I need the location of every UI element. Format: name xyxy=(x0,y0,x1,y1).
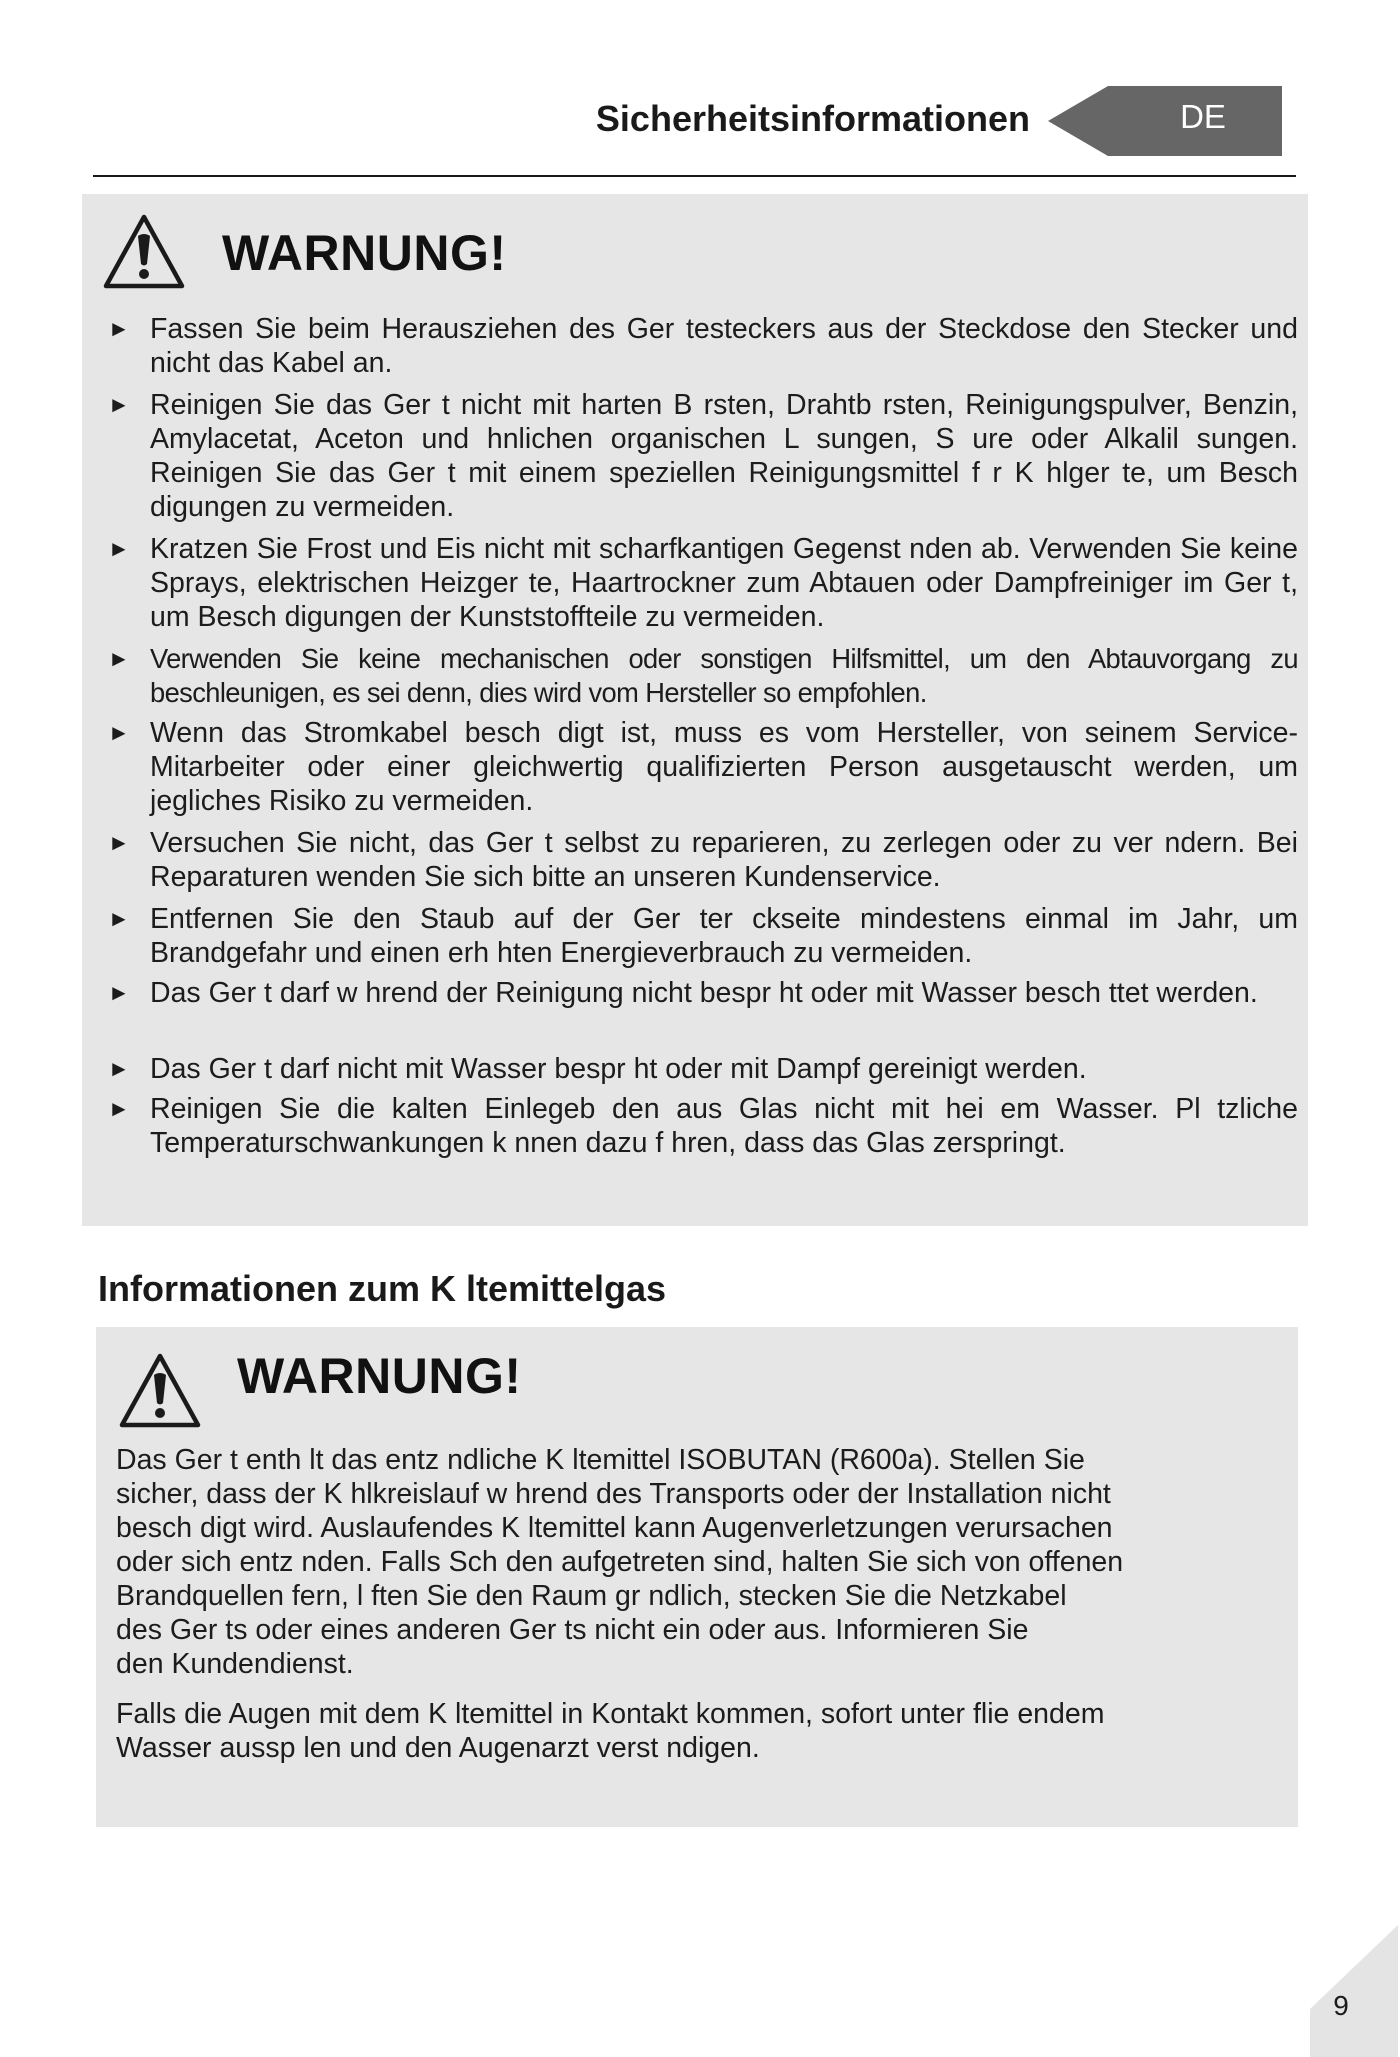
bullet-arrow-icon: ► xyxy=(108,720,130,745)
bullet-arrow-icon: ► xyxy=(108,1056,130,1081)
bullet-arrow-icon: ► xyxy=(108,906,130,931)
list-item: ► Das Ger t darf nicht mit Wasser bespr ht oder mit Dampf gereinigt werden. xyxy=(108,1053,1087,1085)
language-tab-label: DE xyxy=(1180,98,1226,135)
warning-title: WARNUNG! xyxy=(222,225,507,281)
refrigerant-warning-paragraph: Das Ger t enth lt das entz ndliche K ltemittel ISOBUTAN (R600a). Stellen Sie sicher, dass der K hlkreislauf w hrend des Transports oder der Installation nicht besch digt wird. Auslaufendes K ltemittel kann Augenverletzungen verursachen oder sich entz nden. Falls Sch den aufgetreten sind, halten Sie sich von offenen Brandquellen fern, l ften Sie den Raum gr ndlich, stecken Sie die Netzkabel des Ger ts oder eines anderen Ger ts nicht ein oder aus. Informieren Sie den Kundendienst. xyxy=(116,1444,1124,1680)
list-item: ► Reinigen Sie das Ger t nicht mit harten B rsten, Drahtb rsten, Reinigungspulver, Benzin, Amylacetat, Aceton und hnlichen organischen L sungen, S ure oder Alkalil sungen. Reinigen Sie das Ger t mit einem speziellen Reinigungsmittel f r K hlger te, um Besch digungen zu vermeiden. xyxy=(108,389,1298,523)
page-number: 9 xyxy=(1333,1990,1349,2021)
warning-title: WARNUNG! xyxy=(237,1348,522,1404)
bullet-arrow-icon: ► xyxy=(108,316,130,341)
list-item: ► Entfernen Sie den Staub auf der Ger ter ckseite mindestens einmal im Jahr, um Brandgefahr und einen erh hten Energieverbrauch zu vermeiden. xyxy=(108,903,1298,969)
list-item: ► Kratzen Sie Frost und Eis nicht mit scharfkantigen Gegenst nden ab. Verwenden Sie keine Sprays, elektrischen Heizger te, Haartrockner zum Abtauen oder Dampfreiniger im Ger t, um Besch digungen der Kunststoffteile zu vermeiden. xyxy=(108,533,1298,633)
warning-triangle-icon xyxy=(102,212,186,292)
list-item: ► Verwenden Sie keine mechanischen oder sonstigen Hilfsmittel, um den Abtauvorgang zu beschleunigen, es sei denn, dies wird vom Hersteller so empfohlen. xyxy=(108,643,1298,708)
page-header-title: Sicherheitsinformationen xyxy=(595,98,1030,139)
list-item: ► Fassen Sie beim Herausziehen des Ger testeckers aus der Steckdose den Stecker und nicht das Kabel an. xyxy=(108,313,1298,379)
warning-box-refrigerant xyxy=(96,1327,1298,1827)
list-item: ► Versuchen Sie nicht, das Ger t selbst zu reparieren, zu zerlegen oder zu ver ndern. Bei Reparaturen wenden Sie sich bitte an unseren Kundenservice. xyxy=(108,827,1298,893)
section-heading: Informationen zum K ltemittelgas xyxy=(98,1268,667,1309)
bullet-arrow-icon: ► xyxy=(108,536,130,561)
bullet-arrow-icon: ► xyxy=(108,1096,130,1121)
warning-triangle-icon xyxy=(118,1351,202,1431)
bullet-arrow-icon: ► xyxy=(108,980,130,1005)
warning-box-maintenance xyxy=(82,194,1308,1226)
list-item: ► Wenn das Stromkabel besch digt ist, muss es vom Hersteller, von seinem Service-Mitarbeiter oder einer gleichwertig qualifizierten Person ausgetauscht werden, um jegliches Risiko zu vermeiden. xyxy=(108,717,1298,817)
header-divider xyxy=(93,175,1296,177)
list-item: ► Das Ger t darf w hrend der Reinigung nicht bespr ht oder mit Wasser besch ttet werden. xyxy=(108,977,1258,1009)
bullet-arrow-icon: ► xyxy=(108,830,130,855)
list-item: ► Reinigen Sie die kalten Einlegeb den aus Glas nicht mit hei em Wasser. Pl tzliche Temperaturschwankungen k nnen dazu f hren, dass das Glas zerspringt. xyxy=(108,1093,1298,1159)
bullet-arrow-icon: ► xyxy=(108,392,130,417)
eye-contact-paragraph: Falls die Augen mit dem K ltemittel in Kontakt kommen, sofort unter flie endem Wasser aussp len und den Augenarzt verst ndigen. xyxy=(116,1698,1105,1764)
language-tab xyxy=(1048,86,1282,156)
bullet-arrow-icon: ► xyxy=(108,646,130,671)
